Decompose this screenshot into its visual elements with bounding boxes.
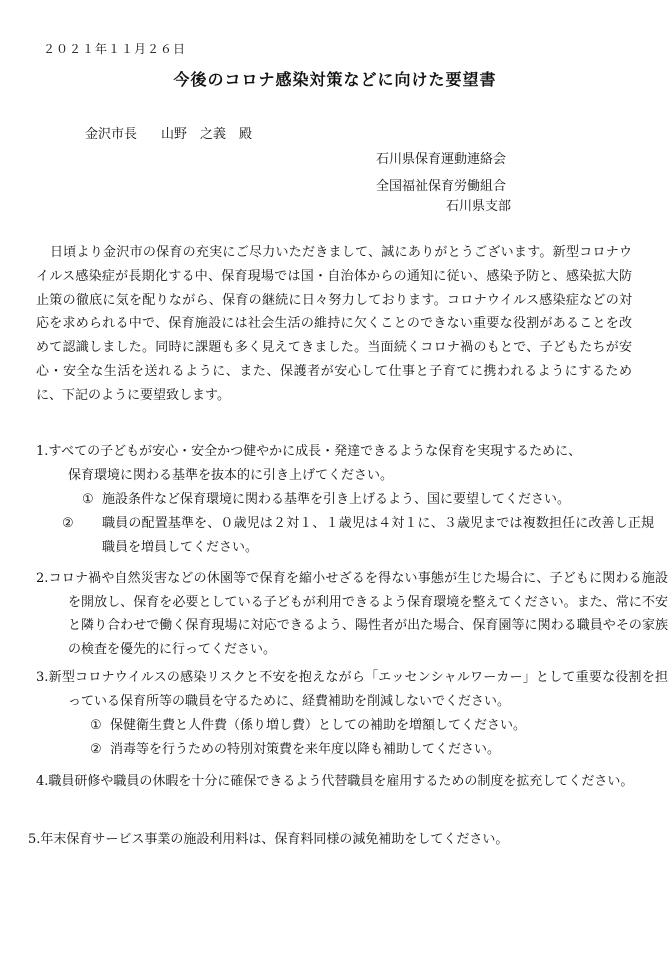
- request-item-5: 5.年末保育サービス事業の施設利用料は、保育料同様の減免補助をしてください。: [28, 832, 509, 847]
- sub-number: ②: [62, 516, 74, 531]
- sender-org-3: 石川県支部: [446, 199, 512, 214]
- addressee: [85, 123, 252, 142]
- request-item-2: 2.コロナ禍や自然災害などの休園等で保育を縮小せざるを得ない事態が生じた場合に、子どもに関わる施設を開放し、保育を必要としている子どもが利用できるよう保育環境を整えてください。また、常に不安と隣り合わせで働く保育現場に対応できるよう、陽性者が出た場合、保育園等に関わる職員やその家族の検査を優先的に行ってください。: [36, 571, 668, 657]
- sub-text: 保健衛生費と人件費（係り増し費）としての補助を増額してください。: [110, 718, 527, 733]
- request-item-1-line2: 保育環境に関わる基準を抜本的に引き上げてください。: [68, 468, 394, 483]
- sub-number: ①: [82, 492, 94, 507]
- request-item-1-sub-2: [62, 512, 654, 560]
- request-item-1-sub-1: [82, 488, 642, 512]
- request-item-4: 4.職員研修や職員の休暇を十分に確保できるよう代替職員を雇用するための制度を拡充してください。: [36, 774, 634, 789]
- request-item-3-sub-2: [90, 738, 650, 762]
- sub-text: 職員の配置基準を、０歳児は２対１、１歳児は４対１に、３歳児までは複数担任に改善し正規職員を増員してください。: [102, 516, 654, 555]
- sub-text: 消毒等を行うための特別対策費を来年度以降も補助してください。: [110, 742, 501, 757]
- page-title: 今後のコロナ感染対策などに向けた要望書: [173, 70, 497, 89]
- request-item-1-line1: 1.すべての子どもが安心・安全かつ健やかに成長・発達できるような保育を実現するために、: [36, 444, 582, 459]
- addressee-role: 金沢市長: [85, 127, 138, 142]
- sub-number: ①: [90, 718, 102, 733]
- request-item-3: 3.新型コロナウイルスの感染リスクと不安を抱えながら「エッセンシャルワーカー」として重要な役割を担っている保育所等の職員を守るために、経費補助を削減しないでください。: [36, 670, 668, 709]
- intro-paragraph: 日頃より金沢市の保育の充実にご尽力いただきまして、誠にありがとうございます。新型コロナウイルス感染症が長期化する中、保育現場では国・自治体からの通知に従い、感染予防と、感染拡大防止策の徹底に気を配りながら、保育の継続に日々努力しております。コロナウイルス感染症などの対応を求められる中で、保育施設には社会生活の維持に欠くことのできない重要な役割があることを改めて認識しました。同時に課題も多く見えてきました。当面続くコロナ禍のもとで、子どもたちが安心・安全な生活を送れるように、また、保護者が安心して仕事と子育てに携われるようにするために、下記のように要望致します。: [36, 245, 632, 403]
- addressee-name: 山野 之義 殿: [161, 127, 253, 142]
- sub-number: ②: [90, 742, 102, 757]
- sub-text: 施設条件など保育環境に関わる基準を引き上げるよう、国に要望してください。: [102, 492, 571, 507]
- request-item-3-sub-1: [90, 714, 650, 738]
- document-date: ２０２１年１１月２６日: [43, 42, 187, 56]
- request-item-1: [36, 440, 636, 488]
- sender-org-2: 全国福祉保育労働組合: [376, 179, 507, 194]
- sender-org-1: 石川県保育運動連絡会: [376, 152, 507, 167]
